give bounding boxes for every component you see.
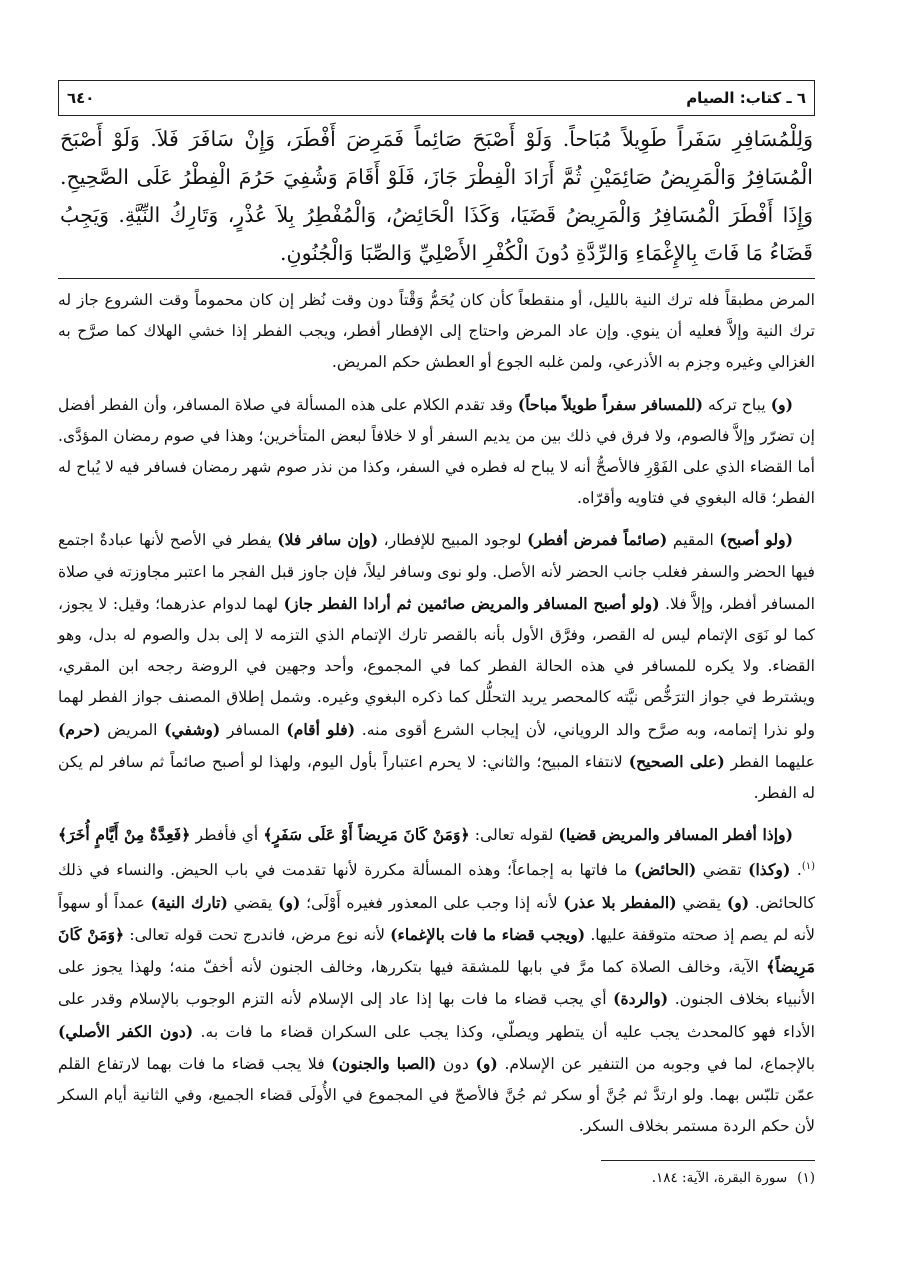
quran-quote: ﴿فَعِدَّةٌ مِنْ أَيَّامٍ أُخَرَ﴾ <box>58 825 191 845</box>
matn-quote: (وإن سافر فلا) <box>277 530 379 550</box>
running-header <box>58 80 815 116</box>
matn-quote: (ولو أصبح) <box>719 530 793 550</box>
footnote-reference[interactable]: (١) <box>801 861 815 873</box>
footnote-text: سورة البقرة، الآية: ١٨٤. <box>651 1170 788 1187</box>
matn-quote: (للمسافر سفراً طويلاً مباحاً) <box>517 394 704 414</box>
matn-quote: (و) <box>475 1053 498 1073</box>
commentary-paragraph-4: (وإذا أفطر المسافر والمريض قضيا) لقوله تعالى: ﴿وَمَنْ كَانَ مَرِيضاً أَوْ عَلَى سَفَرٍ﴾ أي فأفطر ﴿فَعِدَّةٌ مِنْ أَيَّامٍ أُخَرَ﴾$^{(١)}$. (وكذا) تقضي (الحائض) ما فاتها به إجماعاً؛ وهذه المسألة مكررة لأنها تقدمت في باب الحيض. والنساء في ذلك كالحائض. (و) يقضي (المفطر بلا عذر) لأنه إذا وجب على المعذور فغيره أَوْلَى؛ (و) يقضي (تارك النية) عمداً أو سهواً لأنه لم يصم إذ صحته متوقفة عليها. (ويجب قضاء ما فات بالإغماء) لأنه نوع مرض، فاندرج تحت قوله تعالى: ﴿وَمَنْ كَانَ مَرِيضاً﴾ الآية، وخالف الصلاة كما مرَّ في بابها للمشقة فيها بتكررها، وخالف الجنون لأنه أخفّ منه؛ ولهذا يجوز على الأنبياء بخلاف الجنون. (والردة) أي يجب قضاء ما فات بها إذا عاد إلى الإسلام لأنه التزم الوجوب بالإسلام وقدر على الأداء فهو كالمحدث يجب عليه أن يتطهر ويصلّي، وكذا يجب على السكران قضاء ما فات به. (دون الكفر الأصلي) بالإجماع، لما في وجوبه من التنفير عن الإسلام. (و) دون (الصبا والجنون) فلا يجب قضاء ما فات بهما لارتفاع القلم عمّن تلبّس بهما. ولو ارتدَّ ثم جُنَّ أو سكر ثم جُنَّ فالأصحّ في المجموع في الأُولَى قضاء الجميع، وفي الثانية أيام السكر لأن حكم الردة مستمر بخلاف السكر. <box>58 825 816 1136</box>
commentary-paragraph-3: (ولو أصبح) المقيم (صائماً فمرض أفطر) لوجود المبيح للإفطار، (وإن سافر فلا) يفطر في الأصح لأنها عبادةٌ اجتمع فيها الحضر والسفر فغلب جانب الحضر لأنه الأصل. ولو نوى وسافر ليلاً، فإن جاوز قبل الفجر ما اعتبر مجاوزته في صلاة المسافر أفطر، وإلاَّ فلا. (ولو أصبح المسافر والمريض صائمين ثم أرادا الفطر جاز) لهما لدوام عذرهما؛ وقيل: لا يجوز، كما لو نَوَى الإتمام ليس له القصر، وفرَّق الأول بأنه بالقصر تارك الإتمام الذي التزمه لا إلى بدل والصوم له بدل، وهو القضاء. ولا يكره للمسافر في هذه الحالة الفطر كما في المجموع، وأحد وجهين في الروضة رجحه ابن المقري، ويشترط في جواز الترَخُّص نيَّته كالمحصر يريد التحلُّل كما ذكره البغوي وغيره. وشمل إطلاق المصنف جواز الفطر لهما ولو نذرا إتمامه، وبه صرَّح والد الروياني، لأن إيجاب الشرع أقوى منه. (فلو أقام) المسافر (وشفي) المريض (حرم) عليهما الفطر (على الصحيح) لانتفاء المبيح؛ والثاني: لا يحرم اعتباراً بأول اليوم، ولهذا لو أصبح صائماً ثم سافر لم يكن له الفطر. <box>58 530 816 803</box>
commentary-paragraph-2: (و) يباح تركه (للمسافر سفراً طويلاً مباحاً) وقد تقدم الكلام على هذه المسألة في صلاة المسافر، وأن الفطر أفضل إن تضرّر وإلاَّ فالصوم، ولا فرق في ذلك بين من يديم السفر أو لا خلافاً لبعض المتأخرين؛ وهذا في صوم رمضان المؤدَّى. أما القضاء الذي على الفَوْرِ فالأصحُّ أنه لا يباح له فطره في السفر، وكذا من نذر صوم شهر رمضان فسافر فيه لا يُباح له الفطر؛ قاله البغوي في فتاويه وأقرّاه. <box>58 394 815 508</box>
quran-quote: ﴿وَمَنْ كَانَ مَرِيضاً﴾ <box>58 925 815 977</box>
matn-quote: (و) <box>770 394 793 414</box>
matn-quote: (وكذا) <box>748 860 791 880</box>
page-number: ٦٤٠ <box>67 89 95 107</box>
footnote-1 <box>58 1167 815 1189</box>
matn-quote: (الحائض) <box>634 860 697 880</box>
commentary-sharh <box>58 285 815 1142</box>
matn-quote: (فلو أقام) <box>286 719 356 739</box>
matn-quote: (ويجب قضاء ما فات بالإغماء) <box>390 925 586 945</box>
matn-quote: (و) <box>278 892 301 912</box>
matn-quote: (الصبا والجنون) <box>331 1053 437 1073</box>
matn-quote: (وإذا أفطر المسافر والمريض قضيا) <box>558 825 793 845</box>
footnote-number: (١) <box>797 1170 815 1187</box>
matn-quote: (على الصحيح) <box>628 751 725 771</box>
matn-quote: (المفطر بلا عذر) <box>563 892 677 912</box>
chapter-title: ٦ ـ كتاب: الصيام <box>686 89 806 107</box>
matn-quote: (ولو أصبح المسافر والمريض صائمين ثم أرادا الفطر جاز) <box>283 593 660 613</box>
matn-quote: (والردة) <box>613 989 669 1009</box>
matn-quote: (حرم) <box>58 719 101 739</box>
matn-quote: (و) <box>726 892 750 912</box>
matn-quote: (تارك النية) <box>150 892 228 912</box>
main-text-matn: وَلِلْمُسَافِرِ سَفَراً طَوِيلاً مُبَاحاً. وَلَوْ أَصْبَحَ صَائِماً فَمَرِضَ أَفْطَرَ، وَإِنْ سَافَرَ فَلاَ. وَلَوْ أَصْبَحَ الْمُسَافِرُ وَالْمَرِيضُ صَائِمَيْنِ ثُمَّ أَرَادَ الْفِطْرَ جَازَ، فَلَوْ أَقَامَ وَشُفِيَ حَرُمَ الْفِطْرُ عَلَى الصَّحِيحِ. وَإِذَا أَفْطَرَ الْمُسَافِرُ وَالْمَرِيضُ قَضَيَا، وَكَذَا الْحَائِضُ، وَالْمُفْطِرُ بِلاَ عُذْرٍ، وَتَارِكُ النِّيَّةِ. وَيَجِبُ قَضَاءُ مَا فَاتَ بِالإِغْمَاءِ وَالرِّدَّةِ دُونَ الْكُفْرِ الأَصْلِيِّ وَالصِّبَا وَالْجُنُونِ. <box>60 127 813 265</box>
matn-quote: (وشفي) <box>164 719 221 739</box>
footnote-separator <box>601 1160 815 1161</box>
matn-commentary-divider <box>58 278 815 279</box>
commentary-paragraph-1: المرض مطبقاً فله ترك النية بالليل، أو منقطعاً كأن كان يُحَمُّ وَقْتاً دون وقت نُظر إن كان محموماً وقت الشروع جاز له ترك النية وإلاَّ فعليه أن ينوي. وإن عاد المرض واحتاج إلى الإفطار أفطر، ويجب الفطر إذا خشي الهلاك كما صرَّح به الغزالي وغيره وجزم به الأذرعي، ولمن غلبه الجوع أو العطش حكم المريض. <box>58 291 815 372</box>
book-page <box>58 80 815 1189</box>
quran-quote: ﴿وَمَنْ كَانَ مَرِيضاً أَوْ عَلَى سَفَرٍ﴾ <box>263 825 470 845</box>
matn-quote: (دون الكفر الأصلي) <box>58 1021 194 1041</box>
matn-quote: (صائماً فمرض أفطر) <box>527 530 668 550</box>
